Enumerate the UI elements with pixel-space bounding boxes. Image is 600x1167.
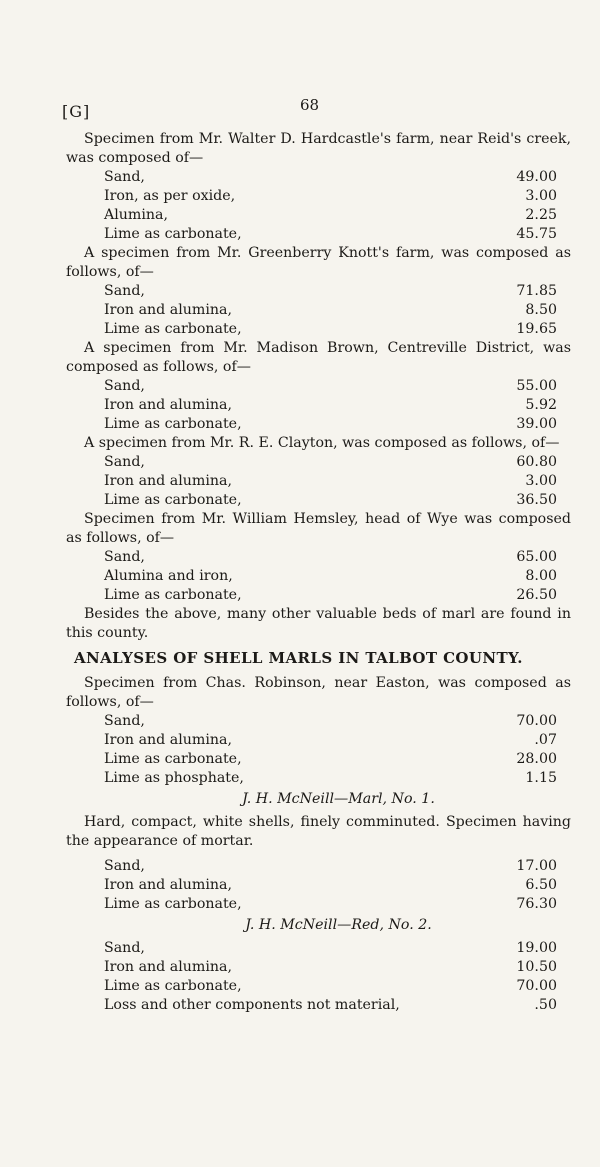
component-value: .07 (534, 732, 557, 748)
analysis-table (66, 857, 571, 914)
specimen-section (66, 510, 571, 605)
component-value: 3.00 (525, 473, 557, 489)
component-label: Alumina, (104, 207, 169, 223)
talbot-heading: ANALYSES OF SHELL MARLS IN TALBOT COUNTY. (74, 649, 523, 667)
analysis-row (66, 548, 571, 567)
component-value: 60.80 (516, 454, 557, 470)
component-label: Iron and alumina, (104, 877, 232, 893)
component-value: 19.00 (516, 940, 557, 956)
analysis-row (66, 377, 571, 396)
component-label: Sand, (104, 713, 145, 729)
analysis-row (66, 320, 571, 339)
component-value: 36.50 (516, 492, 557, 508)
component-label: Lime as carbonate, (104, 896, 242, 912)
analysis-row (66, 712, 571, 731)
component-value: 17.00 (516, 858, 557, 874)
analysis-row (66, 282, 571, 301)
analysis-row (66, 491, 571, 510)
signature-mark: [G] (62, 102, 91, 121)
specimen-intro: Specimen from Mr. William Hemsley, head of Wye was composed as follows, of— (66, 511, 571, 546)
analysis-row (66, 977, 571, 996)
component-label: Sand, (104, 549, 145, 565)
specimen-intro: A specimen from Mr. Madison Brown, Centreville District, was composed as follows, of— (66, 340, 571, 375)
component-label: Lime as carbonate, (104, 978, 242, 994)
component-value: 71.85 (516, 283, 557, 299)
analysis-row (66, 939, 571, 958)
analysis-row (66, 769, 571, 788)
component-value: 19.65 (516, 321, 557, 337)
component-label: Sand, (104, 378, 145, 394)
analysis-table (66, 939, 571, 1015)
component-label: Alumina and iron, (104, 568, 233, 584)
component-label: Loss and other components not material, (104, 997, 400, 1013)
analysis-row (66, 567, 571, 586)
analysis-table (66, 168, 571, 244)
component-value: 45.75 (516, 226, 557, 242)
specimen-intro: Specimen from Chas. Robinson, near Easton, was composed as follows, of— (66, 675, 571, 710)
component-label: Lime as carbonate, (104, 587, 242, 603)
analysis-row (66, 586, 571, 605)
component-value: 6.50 (525, 877, 557, 893)
specimen-section (66, 434, 571, 510)
analysis-row (66, 453, 571, 472)
analysis-row (66, 206, 571, 225)
specimen-description: Hard, compact, white shells, finely comminuted. Specimen having the appearance of mortar. (66, 814, 571, 849)
specimen-section (66, 244, 571, 339)
component-value: 10.50 (516, 959, 557, 975)
analysis-row (66, 876, 571, 895)
component-value: 65.00 (516, 549, 557, 565)
analysis-row (66, 396, 571, 415)
analysis-row (66, 187, 571, 206)
analysis-table (66, 377, 571, 434)
component-value: 8.50 (525, 302, 557, 318)
component-label: Lime as phosphate, (104, 770, 244, 786)
component-label: Iron and alumina, (104, 732, 232, 748)
analysis-row (66, 415, 571, 434)
component-value: 26.50 (516, 587, 557, 603)
component-value: .50 (534, 997, 557, 1013)
component-value: 70.00 (516, 978, 557, 994)
component-value: 8.00 (525, 568, 557, 584)
page-number: 68 (300, 96, 320, 114)
analysis-row (66, 895, 571, 914)
component-label: Iron and alumina, (104, 959, 232, 975)
component-label: Sand, (104, 858, 145, 874)
analysis-row (66, 958, 571, 977)
component-value: 3.00 (525, 188, 557, 204)
component-value: 39.00 (516, 416, 557, 432)
specimen-section (66, 339, 571, 434)
component-label: Iron and alumina, (104, 302, 232, 318)
component-label: Iron and alumina, (104, 473, 232, 489)
component-label: Sand, (104, 169, 145, 185)
analysis-table (66, 453, 571, 510)
component-label: Lime as carbonate, (104, 226, 242, 242)
component-value: 2.25 (525, 207, 557, 223)
analysis-row (66, 731, 571, 750)
closing-paragraph: Besides the above, many other valuable beds of marl are found in this county. (66, 606, 571, 641)
component-value: 70.00 (516, 713, 557, 729)
component-label: Lime as carbonate, (104, 321, 242, 337)
page-content (66, 130, 571, 1015)
specimen-intro: A specimen from Mr. R. E. Clayton, was composed as follows, of— (84, 435, 560, 451)
component-label: Lime as carbonate, (104, 492, 242, 508)
component-value: 28.00 (516, 751, 557, 767)
analysis-row (66, 857, 571, 876)
component-value: 49.00 (516, 169, 557, 185)
analysis-row (66, 301, 571, 320)
section-subheading: J. H. McNeill—Red, No. 2. (245, 917, 432, 933)
component-value: 76.30 (516, 896, 557, 912)
component-label: Lime as carbonate, (104, 416, 242, 432)
page-header (62, 96, 560, 122)
component-label: Iron, as per oxide, (104, 188, 236, 204)
analysis-row (66, 472, 571, 491)
analysis-row (66, 750, 571, 769)
component-label: Sand, (104, 283, 145, 299)
maryland-analyses (66, 130, 571, 605)
analysis-table (66, 282, 571, 339)
component-label: Lime as carbonate, (104, 751, 242, 767)
specimen-section (66, 130, 571, 244)
component-label: Sand, (104, 454, 145, 470)
section-subheading: J. H. McNeill—Marl, No. 1. (242, 791, 435, 807)
analysis-row (66, 996, 571, 1015)
component-label: Sand, (104, 940, 145, 956)
specimen-intro: Specimen from Mr. Walter D. Hardcastle's farm, near Reid's creek, was composed of— (66, 131, 571, 166)
component-value: 1.15 (525, 770, 557, 786)
analysis-table (66, 548, 571, 605)
specimen-intro: A specimen from Mr. Greenberry Knott's farm, was composed as follows, of— (66, 245, 571, 280)
component-label: Iron and alumina, (104, 397, 232, 413)
analysis-table (66, 712, 571, 788)
component-value: 55.00 (516, 378, 557, 394)
analysis-row (66, 168, 571, 187)
analysis-row (66, 225, 571, 244)
component-value: 5.92 (525, 397, 557, 413)
